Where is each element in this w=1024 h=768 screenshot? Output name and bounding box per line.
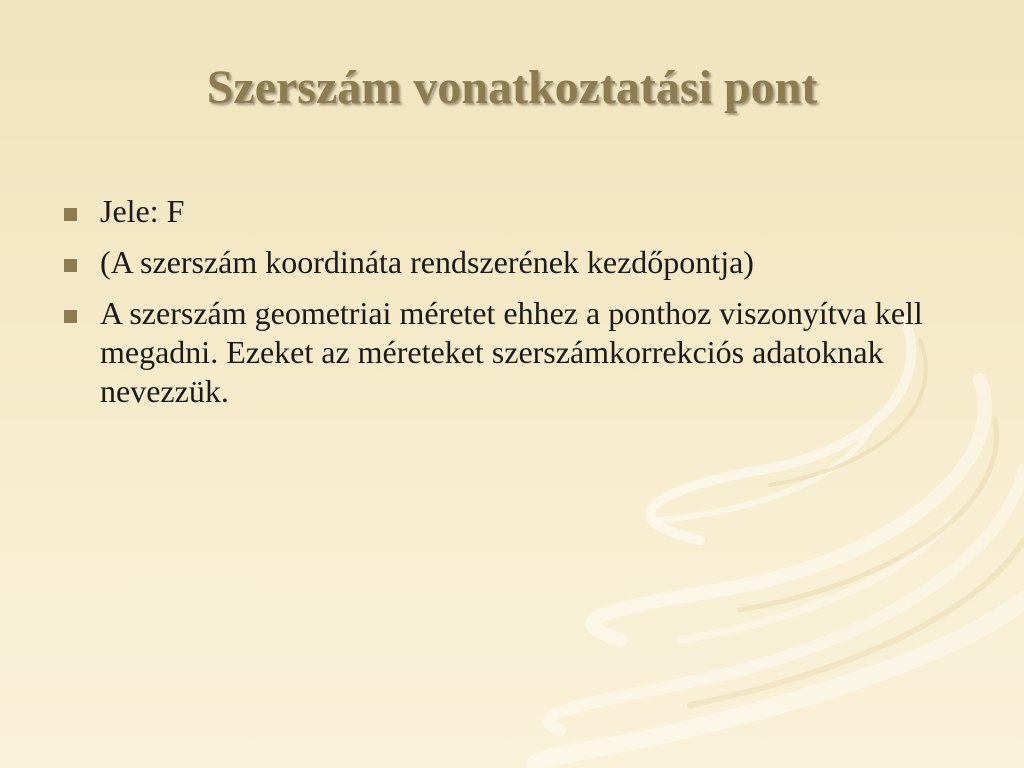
square-bullet-icon <box>64 259 77 272</box>
square-bullet-icon <box>64 208 77 221</box>
bullet-text: (A szerszám koordináta rendszerének kezdőpontja) <box>100 244 754 281</box>
list-item <box>62 294 962 411</box>
list-item <box>62 192 962 231</box>
square-bullet-icon <box>64 310 77 323</box>
slide-title: Szerszám vonatkoztatási pont <box>206 61 818 114</box>
bullet-list <box>62 192 962 423</box>
bullet-text: Jele: F <box>100 193 185 229</box>
bullet-text: A szerszám geometriai méretet ehhez a ponthoz viszonyítva kell megadni. Ezeket az méreteket szerszámkorrekciós adatoknak nevezzük. <box>100 295 923 410</box>
list-item <box>62 243 962 282</box>
